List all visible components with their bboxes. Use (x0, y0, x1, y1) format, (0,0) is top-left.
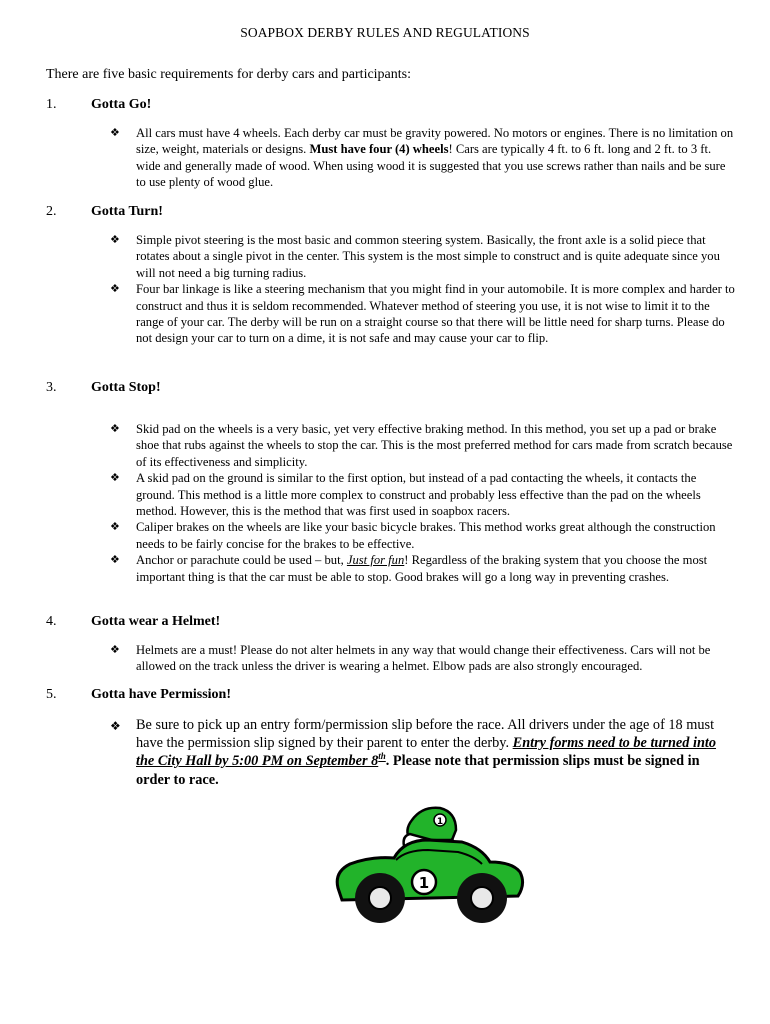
diamond-bullet-icon: ❖ (110, 422, 120, 435)
list-item: ❖ Helmets are a must! Please do not alter helmets in any way that would change their effectiveness. Cars will not be allowed on the track unless the driver is wearing a helmet. Elbow pads are also strongly encouraged. (110, 643, 711, 674)
intro-text: There are five basic requirements for derby cars and participants: (46, 67, 411, 82)
diamond-bullet-icon: ❖ (110, 233, 120, 246)
diamond-bullet-icon: ❖ (110, 719, 121, 733)
list-item: ❖ Anchor or parachute could be used – but, Just for fun! Regardless of the braking system that you choose the most important thing is that the car must be able to stop. Good brakes will go a long way in preventing crashes. (110, 553, 708, 584)
rear-wheel-icon (457, 873, 507, 923)
diamond-bullet-icon: ❖ (110, 553, 120, 567)
document-title: SOAPBOX DERBY RULES AND REGULATIONS (240, 25, 530, 40)
section-1-heading (46, 97, 151, 113)
list-item: ❖ Simple pivot steering is the most basic and common steering system. Basically, the front axle is a solid piece that rotates about a single pivot in the center. This system is the most simple to construct and is quite adequate since you will not need a big turning radius. (110, 233, 720, 280)
diamond-bullet-icon: ❖ (110, 643, 120, 656)
diamond-bullet-icon: ❖ (110, 126, 120, 139)
section-title: Gotta Turn! (91, 204, 163, 219)
section-5-bullets (110, 716, 720, 789)
section-5-heading (46, 687, 231, 703)
section-title: Gotta Stop! (91, 380, 161, 395)
car-number: 1 (418, 874, 430, 892)
list-item: ❖ Four bar linkage is like a steering mechanism that you might find in your automobile. It is more complex and harder to construct and thus it is seldom recommended. Whatever method of steering you use, it is not wise to limit it to the range of your car. The derby will be run on a straight course so that there will be little need for sharp turns. Please do not design your car to turn on a dime, it is not safe and may cause your car to flip. (110, 282, 735, 346)
section-number: 3. (46, 380, 57, 395)
list-item: ❖ All cars must have 4 wheels. Each derby car must be gravity powered. No motors or engines. There is no limitation on size, weight, materials or designs. Must have four (4) wheels! Cars are typically 4 ft. to 6 ft. long and 2 ft. to 3 ft. wide and generally made of wood. When using wood it is suggested that you use screws rather than nails and be sure to use plenty of wood glue. (110, 126, 734, 190)
section-title: Gotta have Permission! (91, 687, 231, 702)
section-title: Gotta wear a Helmet! (91, 614, 221, 629)
section-number: 1. (46, 97, 57, 112)
diamond-bullet-icon: ❖ (110, 520, 120, 534)
section-2-heading (46, 204, 163, 220)
section-3-heading (46, 380, 161, 396)
section-4-bullets (110, 642, 738, 675)
list-item: ❖ Be sure to pick up an entry form/permission slip before the race. All drivers under the age of 18 must have the permission slip signed by their parent to enter the derby. Entry forms need to be turned into the City Hall by 5:00 PM on September 8th. Please note that permission slips must be signed in order to race. (110, 717, 717, 788)
section-3-bullets (110, 421, 738, 585)
section-title: Gotta Go! (91, 97, 152, 112)
section-2-bullets (110, 232, 738, 347)
soapbox-car-illustration (332, 800, 528, 928)
helmet-number: 1 (436, 817, 444, 827)
section-number: 5. (46, 687, 57, 702)
diamond-bullet-icon: ❖ (110, 282, 120, 296)
front-wheel-icon (355, 873, 405, 923)
section-1-bullets (110, 125, 738, 191)
list-item: ❖ Caliper brakes on the wheels are like your basic bicycle brakes. This method works great although the construction needs to be fairly concise for the brakes to be effective. (110, 520, 716, 551)
diamond-bullet-icon: ❖ (110, 471, 120, 485)
section-4-heading (46, 614, 220, 630)
section-number: 2. (46, 204, 57, 219)
list-item: ❖ A skid pad on the ground is similar to the first option, but instead of a pad contacting the wheels, it contacts the ground. This method is a little more complex to construct and probably less effective than the pad on the wheels method. However, this is the method that was first used in soapbox racers. (110, 471, 701, 519)
section-number: 4. (46, 614, 57, 629)
list-item: ❖ Skid pad on the wheels is a very basic, yet very effective braking method. In this method, you set up a pad or brake shoe that rubs against the wheels to stop the car. This is the most preferred method for cars made from scratch because of its effectiveness and simplicity. (110, 422, 733, 469)
